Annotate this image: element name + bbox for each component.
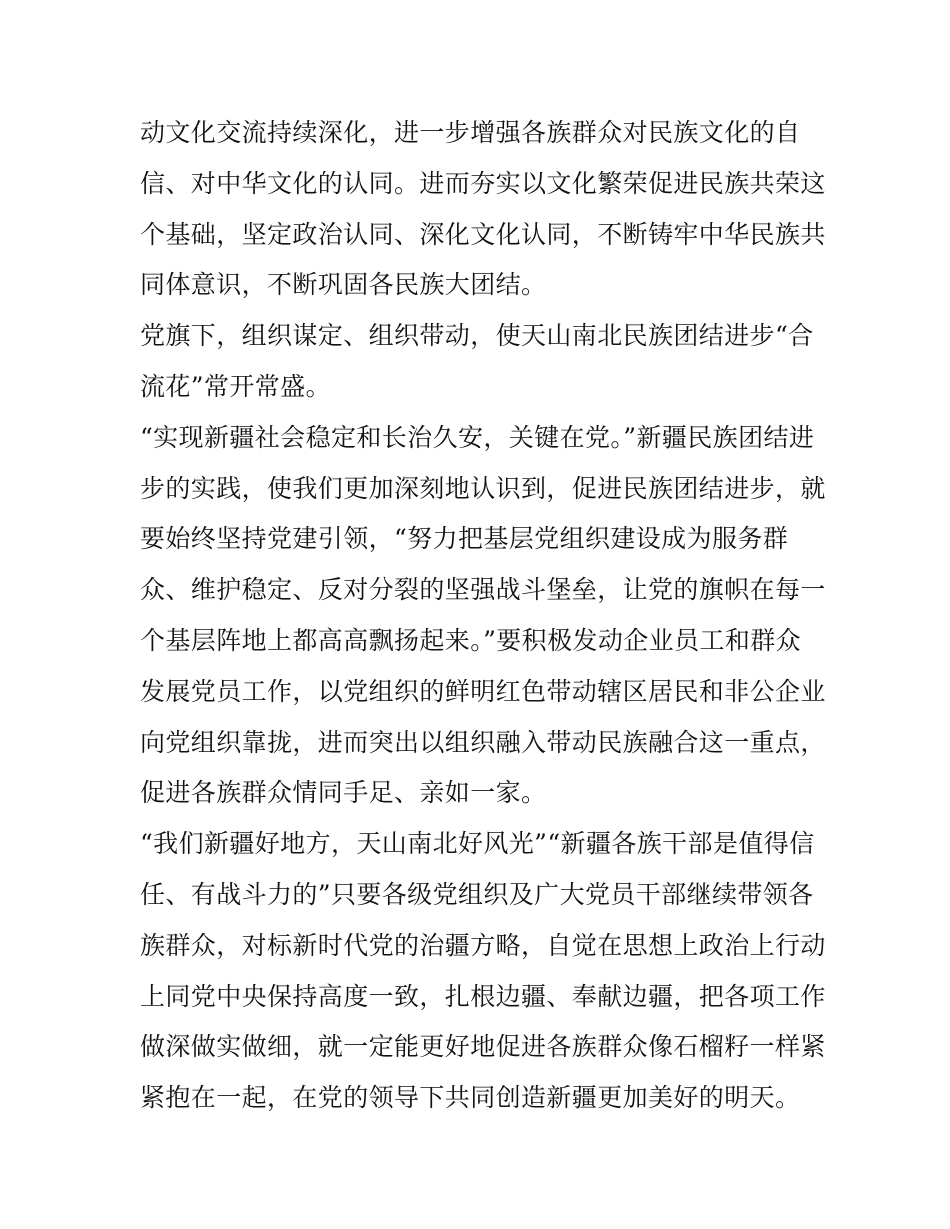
text-line: 任、有战斗力的”只要各级党组织及广大党员干部继续带领各 [140, 879, 814, 909]
text-line: “实现新疆社会稳定和长治久安，关键在党。”新疆民族团结进 [140, 422, 815, 452]
text-line: 促进各族群众情同手足、亲如一家。 [140, 778, 547, 808]
text-line: 众、维护稳定、反对分裂的坚强战斗堡垒，让党的旗帜在每一 [140, 575, 826, 605]
document-body [140, 108, 826, 1124]
text-line: 发展党员工作，以党组织的鲜明红色带动辖区居民和非公企业 [140, 676, 826, 706]
text-line: 信、对中华文化的认同。进而夯实以文化繁荣促进民族共荣这 [140, 168, 826, 198]
text-line: 党旗下，组织谋定、组织带动，使天山南北民族团结进步“合 [140, 321, 814, 351]
text-line: 族群众，对标新时代党的治疆方略，自觉在思想上政治上行动 [140, 930, 826, 960]
text-line: 做深做实做细，就一定能更好地促进各族群众像石榴籽一样紧 [140, 1032, 826, 1062]
text-line: 同体意识，不断巩固各民族大团结。 [140, 270, 547, 300]
text-line: 紧抱在一起，在党的领导下共同创造新疆更加美好的明天。 [140, 1083, 801, 1113]
text-line: 步的实践，使我们更加深刻地认识到，促进民族团结进步，就 [140, 473, 826, 503]
text-line: “我们新疆好地方，天山南北好风光”“新疆各族干部是值得信 [140, 829, 815, 859]
text-line: 要始终坚持党建引领，“努力把基层党组织建设成为服务群 [140, 524, 789, 554]
text-line: 流花”常开常盛。 [140, 371, 331, 401]
text-line: 个基础，坚定政治认同、深化文化认同，不断铸牢中华民族共 [140, 219, 826, 249]
text-line: 向党组织靠拢，进而突出以组织融入带动民族融合这一重点， [140, 727, 826, 757]
text-line: 个基层阵地上都高高飘扬起来。”要积极发动企业员工和群众 [140, 625, 802, 655]
text-line: 上同党中央保持高度一致，扎根边疆、奉献边疆，把各项工作 [140, 981, 826, 1011]
text-line: 动文化交流持续深化，进一步增强各族群众对民族文化的自 [140, 118, 801, 147]
